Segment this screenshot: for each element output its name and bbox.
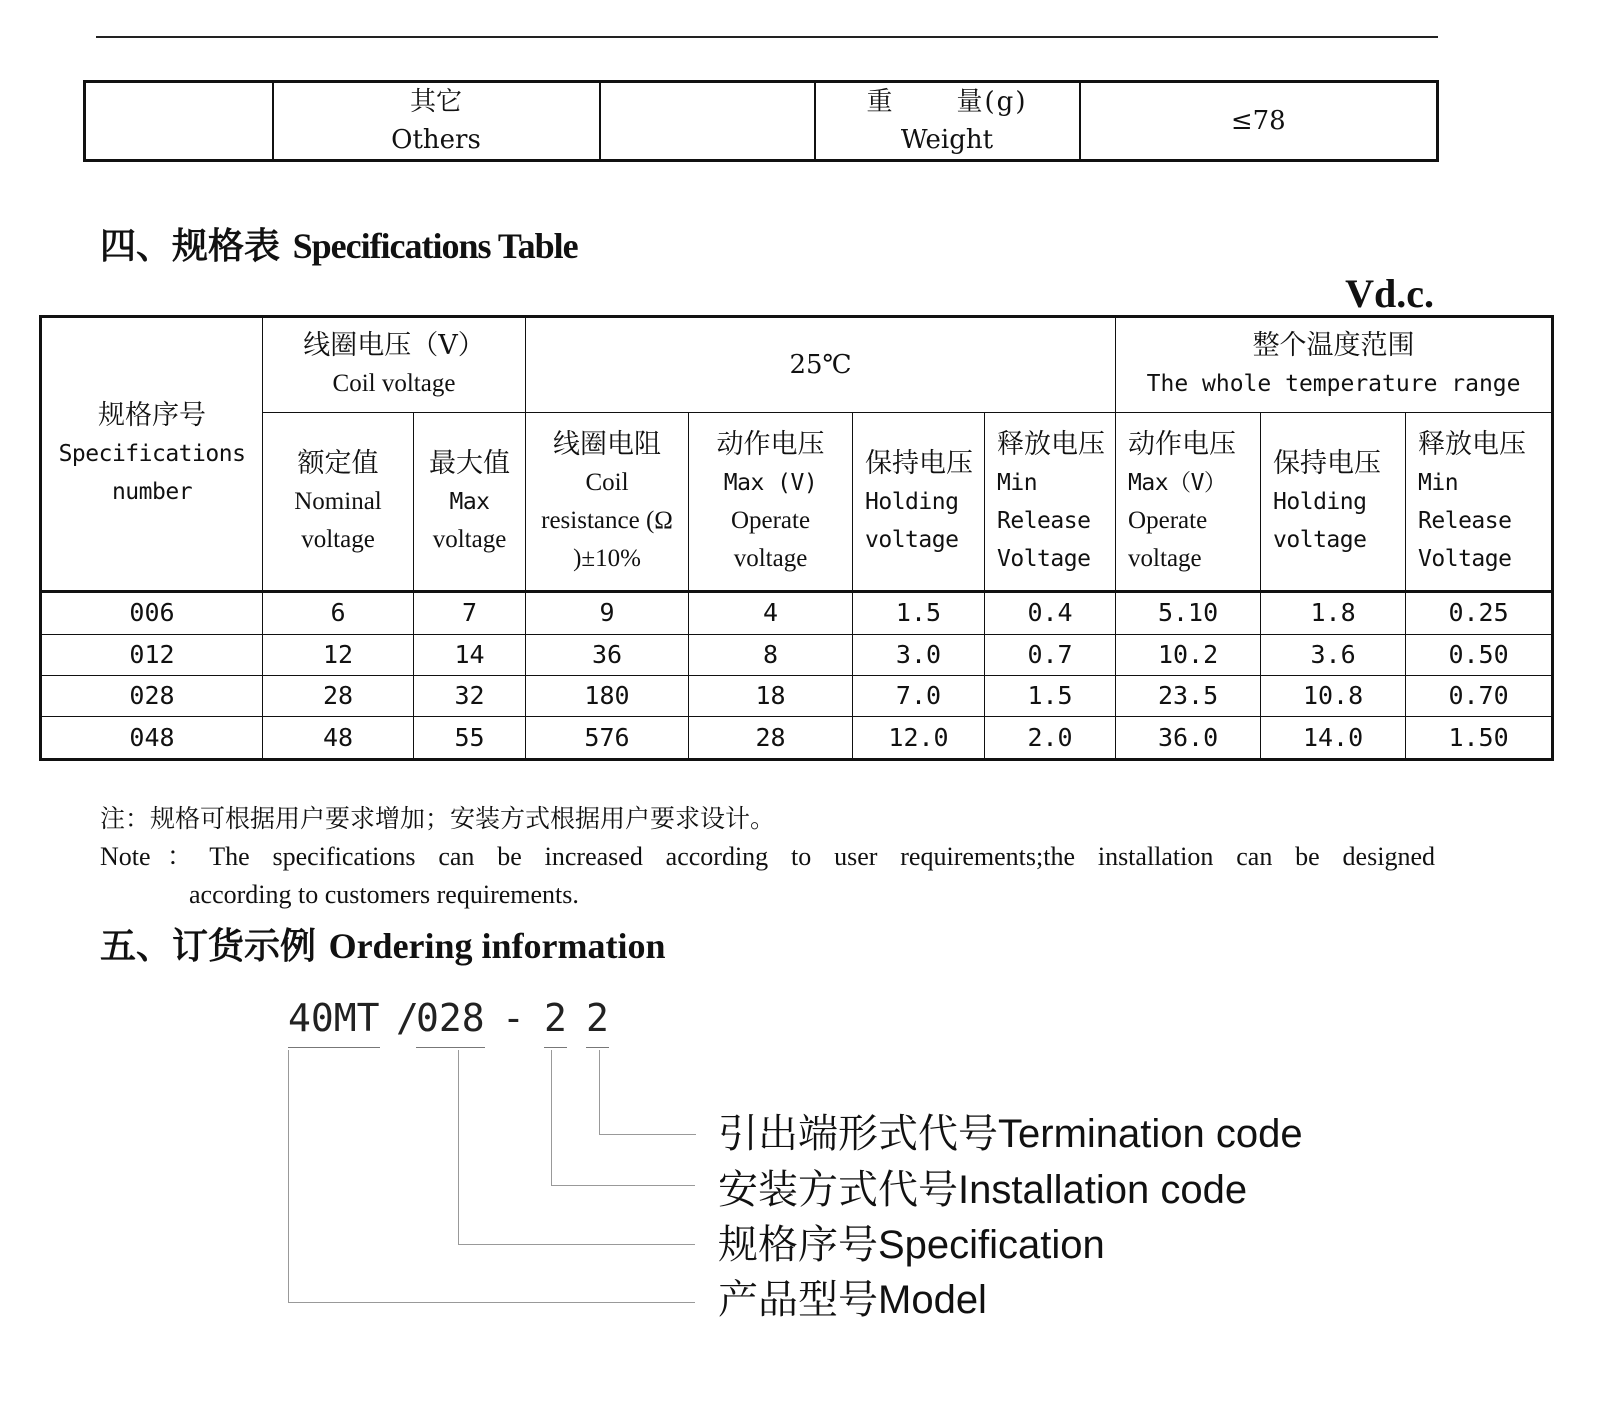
weight-value: ≤78 bbox=[1080, 82, 1438, 161]
table-cell: 55 bbox=[414, 717, 526, 760]
table-cell: 012 bbox=[41, 634, 263, 675]
table-row bbox=[41, 592, 1553, 635]
holding-cn: 保持电压 bbox=[865, 447, 973, 479]
table-cell: 12 bbox=[263, 634, 414, 675]
table-cell: 180 bbox=[526, 675, 689, 716]
holding-en1: Holding bbox=[865, 488, 959, 515]
max-cn: 最大值 bbox=[429, 447, 510, 479]
table-cell: 12.0 bbox=[853, 717, 985, 760]
nominal-voltage-header bbox=[263, 413, 414, 592]
order-heading-en: Ordering information bbox=[328, 926, 666, 966]
table-cell: 2.0 bbox=[985, 717, 1116, 760]
table-cell: 7.0 bbox=[853, 675, 985, 716]
whole-holding-voltage-header bbox=[1261, 413, 1406, 592]
spec-heading-en: Specifications Table bbox=[292, 226, 578, 266]
code-install-segment bbox=[544, 996, 567, 1040]
spec-table-body bbox=[41, 592, 1553, 760]
release-cn: 释放电压 bbox=[997, 428, 1105, 460]
table-cell: 0.50 bbox=[1406, 634, 1553, 675]
spec-heading-cn: 四、规格表 bbox=[100, 226, 281, 267]
coil-voltage-header bbox=[263, 317, 526, 413]
whole-operate-voltage-header bbox=[1116, 413, 1261, 592]
table-cell: 36.0 bbox=[1116, 717, 1261, 760]
others-weight-row bbox=[85, 82, 1438, 161]
leader-model bbox=[288, 1050, 695, 1303]
coil-res-en1: Coil bbox=[585, 468, 629, 496]
specifications-table bbox=[39, 315, 1554, 761]
header-row-1 bbox=[41, 317, 1553, 413]
table-cell: 0.70 bbox=[1406, 675, 1553, 716]
table-cell: 3.6 bbox=[1261, 634, 1406, 675]
coil-res-cn: 线圈电阻 bbox=[553, 428, 661, 460]
table-cell: 23.5 bbox=[1116, 675, 1261, 716]
table-cell: 3.0 bbox=[853, 634, 985, 675]
nominal-en1: Nominal bbox=[294, 487, 382, 515]
code-term: 2 bbox=[586, 996, 609, 1040]
temp-25-header: 25℃ bbox=[526, 317, 1116, 413]
table-cell: 28 bbox=[689, 717, 853, 760]
others-label-cn: 其它 bbox=[409, 87, 462, 117]
table-cell: 7 bbox=[414, 592, 526, 635]
coil-voltage-en: Coil voltage bbox=[332, 370, 456, 397]
nominal-cn: 额定值 bbox=[297, 447, 379, 479]
spec-number-en1: Specifications bbox=[58, 441, 246, 467]
weight-label-cn-part1: 重 bbox=[866, 87, 895, 117]
code-model-segment bbox=[288, 996, 380, 1040]
operate-cn: 动作电压 bbox=[716, 428, 825, 460]
table-cell: 6 bbox=[263, 592, 414, 635]
spec-section-heading bbox=[100, 218, 578, 269]
w-holding-en2: voltage bbox=[1273, 526, 1367, 553]
max-en2: voltage bbox=[432, 525, 507, 553]
order-heading-cn: 五、订货示例 bbox=[100, 926, 317, 967]
whole-release-voltage-header bbox=[1406, 413, 1553, 592]
table-cell: 14.0 bbox=[1261, 717, 1406, 760]
table-cell: 28 bbox=[263, 675, 414, 716]
w-operate-cn: 动作电压 bbox=[1128, 428, 1237, 460]
spec-number-en2: number bbox=[111, 479, 193, 505]
note-en-prefix: Note： bbox=[100, 842, 210, 871]
table-cell: 10.8 bbox=[1261, 675, 1406, 716]
others-cell bbox=[273, 82, 600, 161]
w-release-min: Min bbox=[1418, 469, 1459, 496]
specification-cn: 规格序号 bbox=[718, 1222, 878, 1268]
table-cell: 32 bbox=[414, 675, 526, 716]
w-operate-en2: voltage bbox=[1128, 544, 1202, 572]
max-voltage-header bbox=[414, 413, 526, 592]
table-cell: 006 bbox=[41, 592, 263, 635]
model-en: Model bbox=[878, 1278, 987, 1322]
w-release-cn: 释放电压 bbox=[1418, 428, 1527, 460]
w-release-en1: Release bbox=[1418, 507, 1512, 534]
nominal-en2: voltage bbox=[301, 525, 375, 553]
table-cell: 048 bbox=[41, 717, 263, 760]
others-label-en: Others bbox=[391, 125, 481, 155]
spec-number-header bbox=[41, 317, 263, 592]
max-en1: Max bbox=[449, 488, 490, 515]
whole-temp-en: The whole temperature range bbox=[1146, 371, 1521, 397]
table-cell: 18 bbox=[689, 675, 853, 716]
empty-cell bbox=[85, 82, 273, 161]
weight-cell bbox=[815, 82, 1080, 161]
termination-code-label bbox=[718, 1102, 1303, 1159]
whole-temp-cn: 整个温度范围 bbox=[1252, 330, 1415, 361]
operate-voltage-header bbox=[689, 413, 853, 592]
table-cell: 1.5 bbox=[853, 592, 985, 635]
w-operate-en1: Operate bbox=[1128, 506, 1208, 534]
code-term-segment bbox=[586, 996, 609, 1040]
operate-max: Max (V) bbox=[723, 469, 818, 496]
note-cn: 注：规格可根据用户要求增加；安装方式根据用户要求设计。 bbox=[100, 804, 776, 833]
note-en-line2: according to customers requirements. bbox=[189, 880, 579, 909]
table-row bbox=[41, 717, 1553, 760]
table-cell: 8 bbox=[689, 634, 853, 675]
table-cell: 1.8 bbox=[1261, 592, 1406, 635]
coil-resistance-header bbox=[526, 413, 689, 592]
table-cell: 0.25 bbox=[1406, 592, 1553, 635]
w-operate-max: Max（V） bbox=[1128, 469, 1227, 496]
termination-cn: 引出端形式代号 bbox=[718, 1111, 998, 1157]
table-row bbox=[41, 634, 1553, 675]
order-section-heading bbox=[100, 918, 666, 969]
specification-label bbox=[718, 1213, 1105, 1270]
release-min: Min bbox=[997, 469, 1038, 496]
whole-temp-header bbox=[1116, 317, 1553, 413]
table-cell: 10.2 bbox=[1116, 634, 1261, 675]
code-dash: - bbox=[502, 996, 525, 1040]
weight-label-en: Weight bbox=[900, 125, 994, 155]
weight-label-cn-part2: 量(g) bbox=[956, 87, 1028, 117]
table-cell: 14 bbox=[414, 634, 526, 675]
note-en-line1 bbox=[100, 838, 1435, 876]
unit-label: Vd.c. bbox=[1345, 271, 1434, 316]
table-cell: 1.5 bbox=[985, 675, 1116, 716]
others-value-cell bbox=[600, 82, 815, 161]
w-holding-en1: Holding bbox=[1273, 488, 1367, 515]
table-cell: 0.7 bbox=[985, 634, 1116, 675]
release-en1: Release bbox=[997, 507, 1091, 534]
holding-en2: voltage bbox=[865, 526, 959, 553]
weight-label-cn bbox=[816, 83, 1079, 121]
operate-en1: Operate bbox=[730, 506, 811, 534]
coil-res-en2: resistance (Ω bbox=[541, 506, 673, 534]
coil-voltage-cn: 线圈电压（V） bbox=[303, 330, 485, 361]
coil-res-en3: )±10% bbox=[573, 544, 641, 572]
code-model: 40MT bbox=[288, 996, 380, 1040]
release-en2: Voltage bbox=[997, 545, 1091, 572]
note-en-text1: The specifications can be increased according to user requirements;the installation can be designed bbox=[209, 842, 1435, 871]
code-install: 2 bbox=[544, 996, 567, 1040]
specification-en: Specification bbox=[878, 1223, 1105, 1267]
table-cell: 1.50 bbox=[1406, 717, 1553, 760]
table-cell: 0.4 bbox=[985, 592, 1116, 635]
table-cell: 576 bbox=[526, 717, 689, 760]
code-slash: / bbox=[396, 996, 419, 1040]
table-cell: 5.10 bbox=[1116, 592, 1261, 635]
model-cn: 产品型号 bbox=[718, 1277, 878, 1323]
release-voltage-header bbox=[985, 413, 1116, 592]
table-row bbox=[41, 675, 1553, 716]
top-rule bbox=[96, 36, 1438, 38]
operate-en2: voltage bbox=[733, 544, 808, 572]
w-release-en2: Voltage bbox=[1418, 545, 1512, 572]
note-block bbox=[100, 800, 1435, 914]
termination-en: Termination code bbox=[998, 1112, 1303, 1156]
table-cell: 4 bbox=[689, 592, 853, 635]
w-holding-cn: 保持电压 bbox=[1273, 447, 1382, 479]
model-label bbox=[718, 1268, 987, 1325]
installation-cn: 安装方式代号 bbox=[718, 1167, 958, 1213]
code-spec: 028 bbox=[416, 996, 485, 1040]
installation-en: Installation code bbox=[958, 1168, 1248, 1212]
table-cell: 48 bbox=[263, 717, 414, 760]
others-weight-table bbox=[83, 80, 1439, 162]
spec-number-cn: 规格序号 bbox=[98, 400, 206, 431]
header-row-2 bbox=[41, 413, 1553, 592]
installation-code-label bbox=[718, 1158, 1247, 1215]
holding-voltage-header bbox=[853, 413, 985, 592]
table-cell: 028 bbox=[41, 675, 263, 716]
table-cell: 9 bbox=[526, 592, 689, 635]
code-spec-segment bbox=[416, 996, 485, 1040]
table-cell: 36 bbox=[526, 634, 689, 675]
